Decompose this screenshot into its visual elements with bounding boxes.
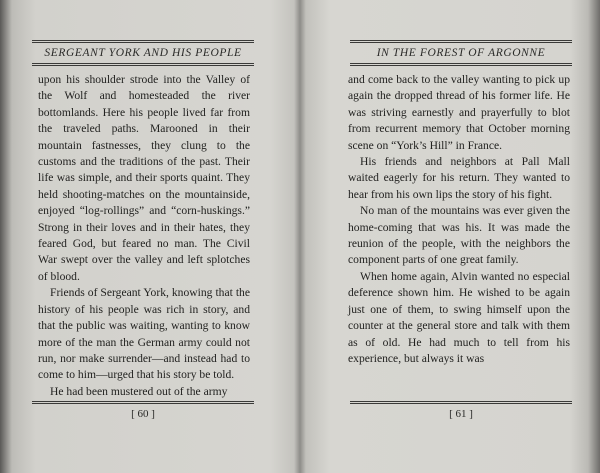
right-paragraph-4: When home again, Alvin wanted no especial deference shown him. He wished to be again just one of them, to swing himself upon the counter at the general store and talk with them as of old. He had much to tell from his experience, but always it was (348, 269, 570, 365)
right-paragraph-3: No man of the mountains was ever given the home-coming that was his. It was made the reunion of the people, with the neighbors the component parts of one great family. (348, 204, 570, 267)
left-page-number: [ 60 ] (131, 408, 155, 420)
right-paragraph-2: His friends and neighbors at Pall Mall waited eagerly for his return. They wanted to hear from his own lips the story of his fight. (348, 155, 570, 201)
left-bottom-rule (32, 401, 254, 405)
right-running-head-text: IN THE FOREST OF ARGONNE (376, 47, 546, 59)
left-page (0, 0, 298, 473)
right-page (302, 0, 600, 473)
right-body-text (348, 72, 570, 367)
left-running-head-text: SERGEANT YORK AND HIS PEOPLE (44, 47, 242, 59)
left-paragraph-1: upon his shoulder strode into the Valley of the Wolf and homesteaded the river bottomlands. Here his people lived far from the traveled paths. Marooned in their mountain fastnesses, they clung to the customs and the traditions of the past. Their life was simple, and their sports quaint. They held shooting-matches on the mountainside, enjoyed “log-rollings” and “corn-huskings.” Strong in their loves and in their hates, they feared God, but feared no man. The Civil War swept over the valley and left splotches of blood. (38, 73, 250, 283)
right-running-head (350, 40, 572, 66)
left-paragraph-3: He had been mustered out of the army (50, 384, 228, 398)
right-bottom-rule (350, 401, 572, 405)
left-body-text (38, 72, 250, 400)
left-paragraph-2: Friends of Sergeant York, knowing that the history of his people was rich in story, and that the public was waiting, wanting to know more of the man the German army could not run, nor make surrender—and instead had to come to him—urged that his story be told. (38, 286, 250, 382)
left-running-head (32, 40, 254, 66)
right-paragraph-1: and come back to the valley wanting to pick up again the dropped thread of his former life. He was striving earnestly and prayerfully to blot from recurrent memory that October morning scene on “York’s Hill” in France. (348, 73, 570, 152)
right-page-number: [ 61 ] (449, 408, 473, 420)
